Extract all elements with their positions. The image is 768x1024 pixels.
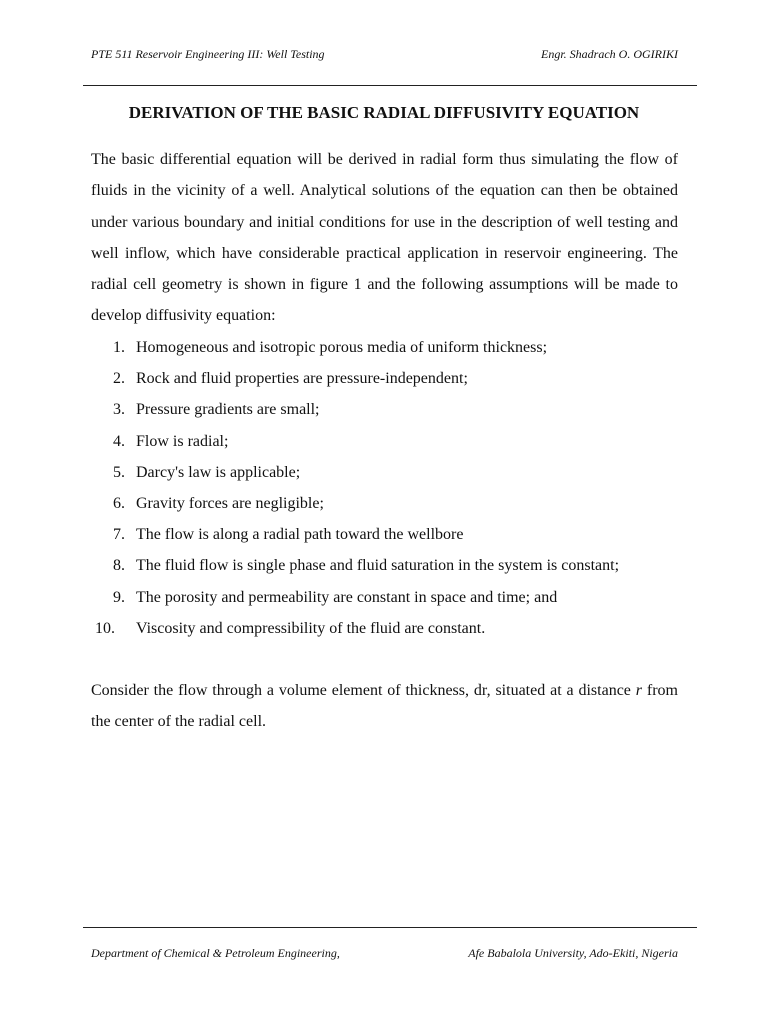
list-item-number: 1.	[113, 339, 125, 356]
list-item-text: The flow is along a radial path toward the wellbore	[136, 526, 464, 544]
header-author: Engr. Shadrach O. OGIRIKI	[541, 47, 678, 61]
list-item-number: 10.	[95, 619, 115, 637]
intro-paragraph: The basic differential equation will be derived in radial form thus simulating the flow of fluids in the vicinity of a well. Analytical solutions of the equation can then be obtained under various boundary and initial conditions for use in the description of well testing and well inflow, which have considerable practical application in reservoir engineering. The radial cell geometry is shown in figure 1 and the following assumptions will be made to develop diffusivity equation:	[91, 151, 678, 325]
list-item-number: 3.	[113, 401, 125, 419]
list-item	[91, 363, 691, 394]
list-item-text: The porosity and permeability are constant in space and time; and	[136, 588, 558, 606]
list-item-number: 9.	[113, 588, 125, 606]
footer-university: Afe Babalola University, Ado-Ekiti, Nigeria	[468, 946, 678, 960]
list-item-text: Flow is radial;	[136, 432, 229, 450]
list-item	[91, 488, 691, 519]
list-item-number: 4.	[113, 432, 125, 450]
closing-text-part2: from the center of the radial cell.	[91, 682, 678, 731]
list-item-number: 5.	[113, 463, 125, 481]
list-item	[91, 426, 691, 457]
closing-paragraph	[91, 675, 678, 738]
footer-department: Department of Chemical & Petroleum Engineering,	[91, 946, 340, 960]
page-title: DERIVATION OF THE BASIC RADIAL DIFFUSIVITY EQUATION	[128, 103, 640, 122]
list-item-text: Rock and fluid properties are pressure-independent;	[136, 370, 468, 388]
list-item-number: 7.	[113, 526, 125, 544]
list-item	[91, 582, 691, 613]
header-divider	[83, 85, 697, 86]
list-item-text: Gravity forces are negligible;	[136, 495, 324, 513]
list-item-text: Homogeneous and isotropic porous media of uniform thickness;	[136, 339, 548, 356]
list-item-text: The fluid flow is single phase and fluid saturation in the system is constant;	[136, 557, 620, 575]
list-item-number: 2.	[113, 370, 125, 388]
list-item	[91, 394, 691, 425]
list-item	[91, 519, 691, 550]
assumptions-list	[91, 332, 691, 644]
footer-divider	[83, 927, 697, 928]
list-item	[91, 457, 691, 488]
radius-variable: r	[635, 682, 643, 699]
list-item	[91, 332, 691, 363]
list-item-text: Viscosity and compressibility of the fluid are constant.	[136, 619, 486, 637]
list-item-number: 6.	[113, 495, 125, 513]
list-item-text: Darcy's law is applicable;	[136, 463, 301, 481]
list-item-number: 8.	[113, 557, 125, 575]
closing-text-part1: Consider the flow through a volume element of thickness, dr, situated at a distance	[91, 682, 631, 699]
list-item	[91, 613, 691, 644]
header-course-title: PTE 511 Reservoir Engineering III: Well Testing	[91, 47, 325, 61]
list-item-text: Pressure gradients are small;	[136, 401, 320, 419]
list-item	[91, 550, 691, 581]
